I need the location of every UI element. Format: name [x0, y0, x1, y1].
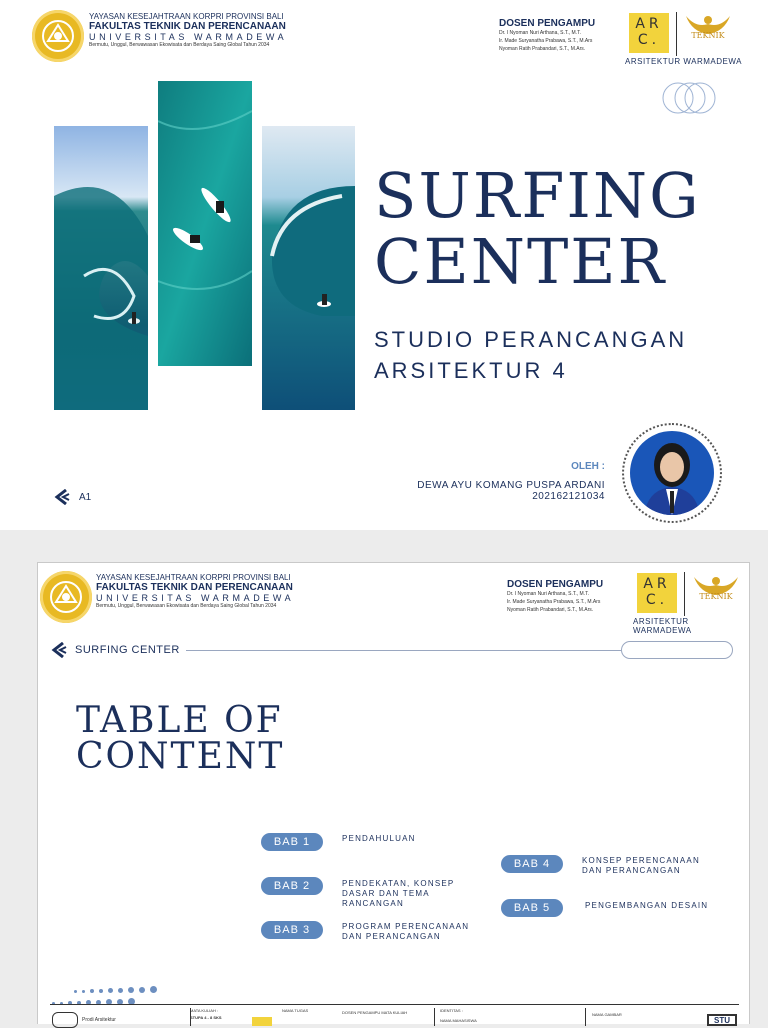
mata-kuliah-label: MATA KULIAH :	[190, 1008, 219, 1013]
toc-title	[76, 700, 285, 777]
sheet-number: A1	[79, 492, 92, 503]
teknik-label: TEKNIK	[699, 592, 733, 601]
chevron-left-icon	[54, 489, 70, 505]
bab-1-label: PENDAHULUAN	[342, 834, 416, 843]
seal-icon	[52, 1012, 78, 1028]
dosen-name: Dr. I Nyoman Nuri Arthana, S.T., M.T.	[507, 591, 589, 597]
institution-line1: YAYASAN KESEJAHTRAAN KORPRI PROVINSI BALI	[89, 12, 284, 21]
arc-logo-line1: AR	[643, 576, 671, 592]
surf-photo-center	[158, 81, 252, 366]
cover-title-line1: SURFING	[374, 159, 701, 232]
arc-logo-line2: C.	[637, 32, 661, 48]
chevron-left-icon	[51, 642, 67, 658]
university-seal-icon	[32, 10, 84, 62]
teknik-garuda-icon	[684, 10, 732, 54]
bab-2-label: PENDEKATAN, KONSEP DASAR DAN TEMA RANCANGAN	[342, 879, 455, 908]
nama-tugas-label: NAMA TUGAS	[282, 1008, 309, 1013]
dosen-heading: DOSEN PENGAMPU	[507, 579, 604, 590]
header-rule	[186, 650, 621, 651]
dosen-name: Nyoman Ratih Prabandari, S.T., M.Ars.	[507, 607, 594, 613]
bab-4-label: KONSEP PERENCANAAN DAN PERANCANGAN	[582, 856, 700, 875]
brand-caption: ARSITEKTUR WARMADEWA	[625, 57, 742, 66]
dosen-heading: DOSEN PENGAMPU	[499, 18, 596, 29]
bab-3-label: PROGRAM PERENCANAAN DAN PERANCANGAN	[342, 922, 470, 941]
cover-subtitle-line2: ARSITEKTUR 4	[374, 358, 568, 383]
dosen-name: Nyoman Ratih Prabandari, S.T., M.Ars.	[499, 46, 586, 52]
title-block	[50, 1004, 739, 1025]
bab-2-badge[interactable]: BAB 2	[261, 877, 323, 895]
institution-line4: Bermutu, Unggul, Berwawasan Ekowisata dan Berdaya Saing Global Tahun 2034	[89, 42, 270, 48]
identitas-label: IDENTITAS :	[440, 1008, 463, 1013]
teknik-garuda-icon	[692, 571, 740, 615]
toc-page	[37, 562, 750, 1024]
prodi-label: Prodi Arsitektur	[82, 1017, 116, 1023]
toc-header-title: SURFING CENTER	[75, 644, 180, 656]
bab-4-badge[interactable]: BAB 4	[501, 855, 563, 873]
rings-decoration	[660, 82, 720, 114]
title-block-prodi-cell	[50, 1008, 191, 1026]
surf-photo-right	[262, 126, 355, 410]
institution-line3: UNIVERSITAS WARMADEWA	[89, 32, 288, 42]
author-photo-frame	[622, 423, 722, 523]
stamp-box: STU	[707, 1014, 737, 1026]
nama-gambar-label: NAMA GAMBAR	[592, 1012, 622, 1017]
bab-5-label: PENGEMBANGAN DESAIN	[585, 901, 709, 910]
nama-mahasiswa-label: NAMA MAHASISWA	[440, 1018, 477, 1023]
arc-mini-logo	[252, 1017, 272, 1026]
oleh-label: OLEH :	[571, 461, 605, 472]
author-nim: 202162121034	[532, 491, 605, 502]
dosen-mk-label: DOSEN PENGAMPU MATA KULIAH	[342, 1010, 408, 1015]
brand-caption: ARSITEKTUR WARMADEWA	[633, 617, 692, 635]
surf-photo-left	[54, 126, 148, 410]
cover-subtitle	[374, 324, 687, 386]
arc-logo-line2: C.	[645, 592, 669, 608]
arc-logo	[629, 13, 669, 53]
bab-3-badge[interactable]: BAB 3	[261, 921, 323, 939]
title-block-course	[190, 1008, 290, 1020]
teknik-label: TEKNIK	[691, 31, 725, 40]
author-photo	[630, 431, 714, 515]
institution-block	[96, 573, 336, 609]
institution-line4: Bermutu, Unggul, Berwawasan Ekowisata dan Berdaya Saing Global Tahun 2034	[96, 603, 277, 609]
cover-title	[374, 159, 701, 298]
institution-line1: YAYASAN KESEJAHTRAAN KORPRI PROVINSI BALI	[96, 573, 291, 582]
institution-line2: FAKULTAS TEKNIK DAN PERENCANAAN	[96, 582, 293, 593]
logo-divider	[676, 12, 677, 56]
university-seal-icon	[40, 571, 92, 623]
dosen-name: Ir. Made Suryanatha Prabawa, S.T., M.Ars	[507, 599, 601, 605]
studio-value: STUPA 4 - 8 SKS	[190, 1015, 222, 1020]
toc-title-line1: TABLE OF	[76, 700, 283, 741]
bab-1-badge[interactable]: BAB 1	[261, 833, 323, 851]
institution-block	[89, 12, 329, 48]
header-pill-outline	[621, 641, 733, 659]
dosen-block	[499, 18, 619, 53]
dosen-name: Ir. Made Suryanatha Prabawa, S.T., M.Ars	[499, 38, 593, 44]
bab-5-badge[interactable]: BAB 5	[501, 899, 563, 917]
author-name: DEWA AYU KOMANG PUSPA ARDANI	[417, 480, 605, 491]
divider	[434, 1008, 435, 1026]
arc-logo	[637, 573, 677, 613]
author-block	[400, 461, 605, 502]
toc-title-line2: CONTENT	[76, 736, 285, 777]
dosen-name: Dr. I Nyoman Nuri Arthana, S.T., M.T.	[499, 30, 581, 36]
institution-line2: FAKULTAS TEKNIK DAN PERENCANAAN	[89, 21, 286, 32]
cover-title-line2: CENTER	[374, 225, 667, 298]
divider	[585, 1008, 586, 1026]
institution-line3: UNIVERSITAS WARMADEWA	[96, 593, 295, 603]
cover-subtitle-line1: STUDIO PERANCANGAN	[374, 327, 688, 352]
arc-logo-line1: AR	[635, 16, 663, 32]
logo-divider	[684, 572, 685, 616]
dosen-block	[507, 579, 627, 614]
